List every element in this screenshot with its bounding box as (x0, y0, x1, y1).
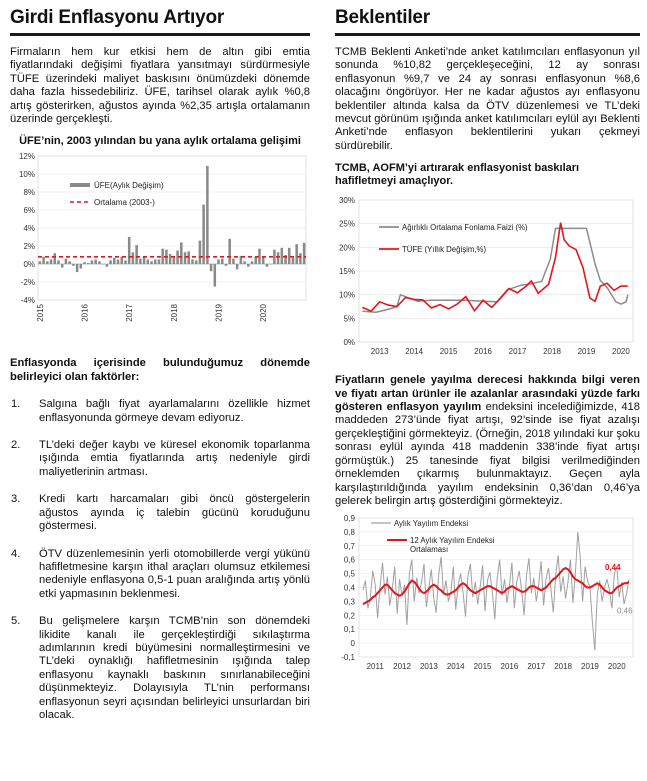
x-tick-label: 2018 (543, 347, 561, 357)
ufe-bar (120, 257, 123, 264)
ufe-bar (109, 261, 112, 265)
diffusion-index-chart (335, 512, 640, 680)
y-tick-label: 0,6 (343, 556, 355, 566)
x-tick-label: 2016 (500, 662, 519, 672)
x-tick-label: 2020 (259, 304, 269, 323)
legend-label-ufe: ÜFE(Aylık Değişim) (94, 181, 164, 191)
factor-number: 2. (11, 439, 21, 452)
ufe-bar (221, 259, 224, 264)
ufe-bar (61, 264, 64, 268)
y-tick-label: 30% (338, 196, 355, 206)
factor-item (10, 548, 310, 602)
ufe-bar (98, 262, 101, 265)
y-tick-label: 10% (338, 290, 355, 300)
ufe-bar (232, 259, 235, 264)
aofm-chart-title: TCMB, AOFM’yi artırarak enflasyonist baskıları hafifletmeyi amaçlıyor. (335, 162, 580, 188)
y-tick-label: 0,1 (343, 625, 355, 635)
ufe-bar (243, 262, 246, 265)
legend-label-average-cont: Ortalaması (410, 545, 449, 555)
ufe-bar (191, 260, 194, 265)
factor-item (10, 398, 310, 425)
y-tick-label: 25% (338, 219, 355, 229)
y-tick-label: 0,2 (343, 611, 355, 621)
left-column (10, 0, 310, 722)
ufe-bar (46, 262, 49, 265)
ufe-bar (135, 246, 138, 265)
factor-text: Kredi kartı harcamaları gibi öncü göstergelerin ağustos ayında iç talebin gücünü koruduğunu göstermesi. (39, 493, 310, 533)
factor-number: 1. (11, 398, 21, 411)
ufe-bar (210, 264, 213, 271)
factor-number: 5. (11, 615, 21, 628)
ufe-bar (76, 264, 79, 272)
factor-text: Bu gelişmelere karşın TCMB’nin son dönemdeki likidite kanalı ile gerçekleştirdiği sıkılaştırma adımlarının kredi büyümesini normalleştirmesini ve TL’deki oynaklığı hafifletmesinin ışığında talep enflasyonu kaynaklı baskının sınırlanabileceğini düşünmekteyiz. Dolayısıyla TL’nin performansı enflasyonun seyri açısından belirleyici unsurlardan biri olacak. (39, 615, 310, 721)
ufe-bar (214, 264, 217, 287)
ufe-bar (299, 254, 302, 265)
y-tick-label: 0,5 (343, 569, 355, 579)
factor-number: 3. (11, 493, 21, 506)
ufe-bar (80, 264, 83, 269)
factor-number: 4. (11, 547, 21, 560)
y-tick-label: -0,1 (341, 653, 355, 663)
x-tick-label: 2017 (527, 662, 546, 672)
factors-heading: Enflasyonda içerisinde bulunduğumuz dönemde belirleyici olan faktörler: (10, 357, 310, 383)
x-tick-label: 2016 (80, 304, 90, 323)
y-tick-label: 0% (343, 338, 355, 348)
right-section-title: Beklentiler (335, 7, 430, 28)
ufe-bar (180, 243, 183, 265)
y-tick-label: 5% (343, 314, 355, 324)
x-tick-label: 2019 (577, 347, 596, 357)
legend-label-tufe: TÜFE (Yıllık Değişim,%) (402, 245, 487, 255)
ufe-bar (94, 260, 97, 265)
ufe-bar (292, 258, 295, 264)
ufe-bar (281, 248, 284, 264)
x-tick-label: 2013 (419, 662, 438, 672)
factor-text: Salgına bağlı fiyat ayarlamalarını özellikle hizmet enflasyonunda görmeye devam ediyoruz. (39, 398, 310, 424)
legend-label-average: 12 Aylık Yayılım Endeksi (410, 536, 495, 546)
x-tick-label: 2015 (35, 304, 45, 323)
right-column (335, 0, 640, 680)
y-tick-label: 0% (23, 260, 35, 270)
x-tick-label: 2019 (581, 662, 599, 672)
ufe-bar (202, 205, 205, 264)
ufe-bar (251, 262, 254, 265)
factor-item (10, 439, 310, 479)
x-tick-label: 2018 (169, 304, 179, 323)
ufe-monthly-chart (10, 150, 310, 340)
ufe-bar (254, 257, 257, 264)
y-tick-label: 6% (23, 206, 35, 216)
ufe-chart-title: ÜFE’nin, 2003 yılından bu yana aylık ortalama gelişimi (19, 135, 301, 148)
x-tick-label: 2017 (508, 347, 527, 357)
factor-text: ÖTV düzenlemesinin yerli otomobillerde vergi yükünü hafifletmesine karşın ithal araçları olumsuz etkilemesi nedeniyle enflasyona 0,5-1 puan aralığında artış yönlü etki yapmasının beklenmesi. (39, 547, 310, 600)
ufe-bar (50, 260, 53, 265)
ufe-bar (158, 260, 161, 265)
diffusion-paragraph-text: endeksini incelediğimizde, 418 maddeden 273’ünde fiyat artışı, 92’sinde ise fiyat azalışı gerçekleştiğini görmekteyiz. (Örneğin, 2018 yılındaki kur şoku sonrası eylül ayında 418 maddenin 338’inde fiyat artışı görmüştük.) 25 tanesinde fiyat bilgisi verilmediğinden örneklemden çıkarmış bulunmaktayız. Geçen ayla karşılaştırıldığında yayılım endeksinin 0,36’dan 0,46’ya gelerek belirgin artış gösterdiğini görmekteyiz. (335, 401, 640, 507)
ufe-bar (91, 261, 94, 265)
x-tick-label: 2017 (125, 304, 135, 323)
y-tick-label: 0,9 (343, 514, 355, 524)
right-title-rule (335, 33, 640, 36)
ufe-bar (295, 245, 298, 265)
left-section-title: Girdi Enflasyonu Artıyor (10, 7, 225, 28)
ufe-bar (169, 255, 172, 265)
ufe-bar (277, 253, 280, 265)
x-tick-label: 2020 (612, 347, 630, 357)
diffusion-paragraph-bold: Fiyatların genele yayılma derecesi hakkında bilgi veren ve fiyatı artan ürünler ile azalanlar arasındaki yüzde farkı gösteren enflasyon yayılım (335, 374, 640, 414)
y-tick-label: -4% (20, 296, 35, 306)
factor-item (10, 493, 310, 533)
ufe-bar (39, 262, 42, 265)
annotation-monthly-value: 0,46 (617, 606, 633, 616)
y-tick-label: 20% (338, 243, 355, 253)
left-title-rule (10, 33, 310, 36)
factor-item (10, 615, 310, 722)
ufe-bar (195, 261, 198, 265)
ufe-bar (68, 262, 71, 265)
ufe-bar (150, 262, 153, 265)
ufe-bar (288, 248, 291, 264)
ufe-bar (124, 261, 127, 265)
y-tick-label: 2% (23, 242, 35, 252)
x-tick-label: 2011 (366, 662, 384, 672)
legend-label-monthly: Aylık Yayılım Endeksi (394, 519, 469, 529)
ufe-bar (106, 264, 109, 267)
ufe-bar (273, 250, 276, 264)
ufe-bar (303, 243, 306, 264)
ufe-bar (199, 241, 202, 264)
ufe-bar (228, 239, 231, 264)
ufe-bar (161, 249, 164, 264)
y-tick-label: -2% (20, 278, 35, 288)
ufe-bar (206, 166, 209, 264)
legend-label-aofm: Ağırlıklı Ortalama Fonlama Faizi (%) (402, 223, 528, 233)
ufe-bar (173, 258, 176, 264)
aofm-tufe-chart (335, 190, 640, 360)
x-tick-label: 2013 (370, 347, 389, 357)
ufe-bar (128, 237, 131, 264)
y-tick-label: 12% (18, 152, 35, 162)
x-tick-label: 2014 (446, 662, 465, 672)
x-tick-label: 2019 (214, 304, 224, 323)
y-tick-label: 10% (18, 170, 35, 180)
ufe-bar (217, 260, 220, 265)
factor-text: TL’deki değer kaybı ve küresel ekonomik toparlanma ışığında emtia fiyatlarında artış nedeniyle girdi maliyetlerinin artması. (39, 439, 310, 478)
y-tick-label: 0,8 (343, 528, 355, 538)
x-tick-label: 2016 (474, 347, 492, 357)
ufe-bar (236, 264, 239, 269)
right-intro-paragraph: TCMB Beklenti Anketi’nde anket katılımcıları enflasyonun yıl sonunda %10,82 gerçekleşeceğini, 12 ay sonrası enflasyonun %9,7 ve 24 ay sonrası enflasyonun %8,6 olacağını öngörüyor. Her ne kadar ağustos ayı enflasyonu beklentiler altında kalsa da ÖTV düzenlemesi ve TL’deki mevcut görünüm ışığında anket katılımcıları eylül ayı Beklenti Anketi’nde enflasyon beklentilerini yukarı çekmeyi sürdürebilir. (335, 46, 640, 152)
y-tick-label: 8% (23, 188, 35, 198)
ufe-bar (65, 259, 68, 264)
left-intro-paragraph: Firmaların hem kur etkisi hem de altın gibi emtia fiyatlarındaki değişimi fiyatlara yansıtmayı sürdürmesiyle TÜFE üzerindeki maliyet baskısını önümüzdeki dönemde daha fazla hissedebiliriz. ÜFE, tarihsel olarak aylık %0,8 artış gösterirken, ağustos ayında %2,35 artışla ortalamanın üzerinde gerçekleşti. (10, 46, 310, 126)
ufe-bar (117, 260, 120, 265)
ufe-bar (139, 259, 142, 264)
ufe-bar (154, 260, 157, 265)
ufe-bar (57, 261, 60, 265)
ufe-bar (187, 252, 190, 265)
factors-list (10, 398, 310, 722)
x-tick-label: 2015 (473, 662, 492, 672)
ufe-bar (42, 257, 45, 264)
ufe-bar (266, 264, 269, 267)
y-tick-label: 0 (350, 639, 355, 649)
ufe-bar (132, 253, 135, 265)
ufe-bar (184, 253, 187, 265)
y-tick-label: 0,7 (343, 542, 355, 552)
x-tick-label: 2020 (607, 662, 626, 672)
y-tick-label: 15% (338, 267, 355, 277)
ufe-bar (113, 258, 116, 264)
x-tick-label: 2012 (393, 662, 411, 672)
legend-label-average: Ortalama (2003-) (94, 198, 155, 208)
y-tick-label: 0,4 (343, 583, 355, 593)
ufe-bar (147, 260, 150, 265)
ufe-bar (53, 254, 56, 265)
x-tick-label: 2015 (439, 347, 458, 357)
x-tick-label: 2018 (554, 662, 573, 672)
ufe-bar (247, 264, 250, 267)
y-tick-label: 4% (23, 224, 35, 234)
x-tick-label: 2014 (405, 347, 424, 357)
y-tick-label: 0,3 (343, 597, 355, 607)
diffusion-paragraph (335, 374, 640, 508)
annotation-average-value: 0,44 (605, 563, 621, 573)
